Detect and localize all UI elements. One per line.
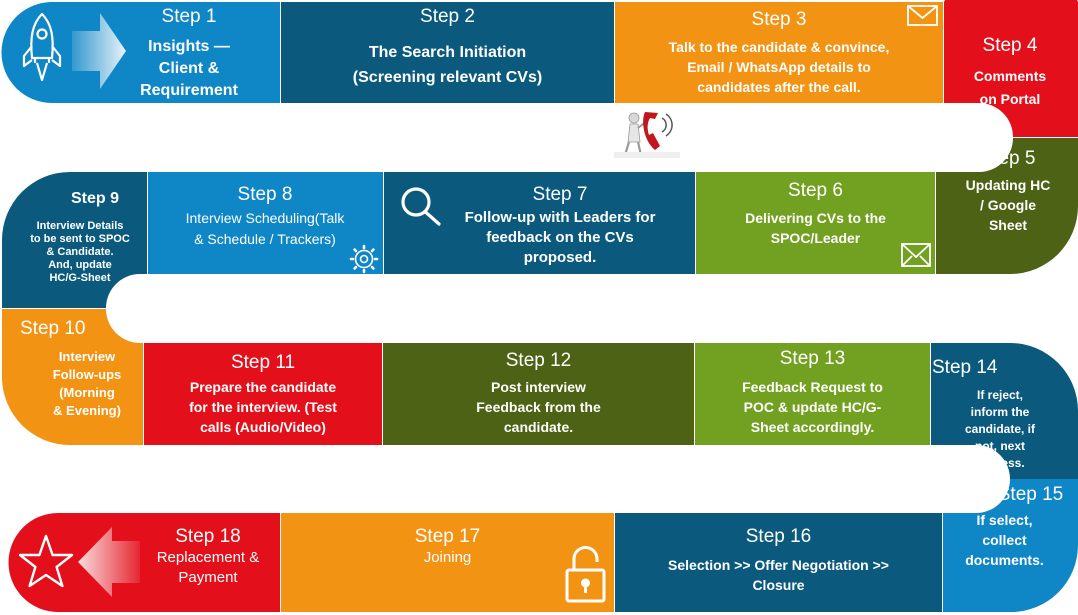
step-title: Step 7 (532, 184, 588, 205)
step-title: Step 11 (230, 352, 296, 373)
step-2 (281, 6, 614, 90)
step-7 (430, 184, 690, 268)
step-8 (152, 184, 378, 250)
step-3 (615, 9, 943, 97)
step-title: Step 5 (980, 148, 1036, 169)
step-13 (695, 348, 930, 437)
step-title: Step 9 (70, 190, 119, 207)
step-12 (383, 350, 694, 437)
step-title: Step 15 (997, 484, 1064, 505)
step-6 (696, 180, 935, 248)
step-title: Step 2 (420, 6, 475, 27)
step-description: Updating HC / Google Sheet (965, 177, 1051, 233)
step-title: Step 3 (751, 9, 807, 30)
step-title: Step 6 (788, 180, 843, 201)
step-10 (8, 318, 144, 420)
step-title: Step 12 (505, 350, 572, 371)
step-title: Step 17 (414, 526, 481, 547)
step-description: Follow-up with Leaders for feedback on the CVs proposed. (464, 209, 656, 266)
step-4 (950, 35, 1070, 111)
step-description: The Search Initiation (Screening relevant CVs) (352, 44, 543, 86)
step-16 (615, 526, 942, 595)
step-description: Interview Scheduling(Talk & Schedule / Trackers) (185, 210, 345, 247)
step-description: Feedback Request to POC & update HC/G- Sheet accordingly. (742, 379, 883, 435)
step-title: Step 8 (237, 184, 293, 205)
step-14 (930, 357, 1070, 472)
step-title: Step 1 (161, 6, 217, 27)
step-title: Step 16 (745, 526, 812, 547)
step-description: Interview Details to be sent to SPOC & Candidate. And, update HC/G-Sheet (30, 220, 130, 284)
step-description: Delivering CVs to the SPOC/Leader (745, 210, 886, 246)
step-title: Step 18 (175, 526, 241, 547)
step-title: Step 10 (20, 318, 86, 339)
step-description: Insights — Client & Requirement (140, 38, 238, 99)
step-description: Comments on Portal (973, 68, 1047, 107)
step-description: Prepare the candidate for the interview. (Test calls (Audio/Video) (189, 379, 337, 435)
phone-call-icon (614, 112, 680, 158)
step-description: If select, collect documents. (965, 512, 1044, 568)
step-5 (938, 148, 1078, 235)
step-description: Selection >> Offer Negotiation >> Closure (668, 557, 889, 593)
step-description: Post interview Feedback from the candidate. (476, 379, 601, 435)
step-description: Talk to the candidate & convince, Email / WhatsApp details to candidates after the call. (668, 39, 890, 95)
step-description: Interview Follow-ups (Morning & Evening) (52, 349, 122, 418)
step-description: Replacement & Payment (156, 549, 260, 586)
step-title: Step 13 (779, 348, 846, 369)
step-1 (112, 6, 266, 102)
step-description: If reject, inform the candidate, if not, next process. (964, 388, 1035, 470)
step-11 (144, 352, 382, 437)
step-17 (281, 526, 614, 568)
step-15 (943, 484, 1078, 570)
step-9 (20, 188, 140, 285)
step-title: Step 4 (982, 35, 1038, 56)
step-description: Joining (423, 549, 472, 566)
step-18 (138, 526, 278, 588)
step-title: Step 14 (932, 357, 998, 378)
